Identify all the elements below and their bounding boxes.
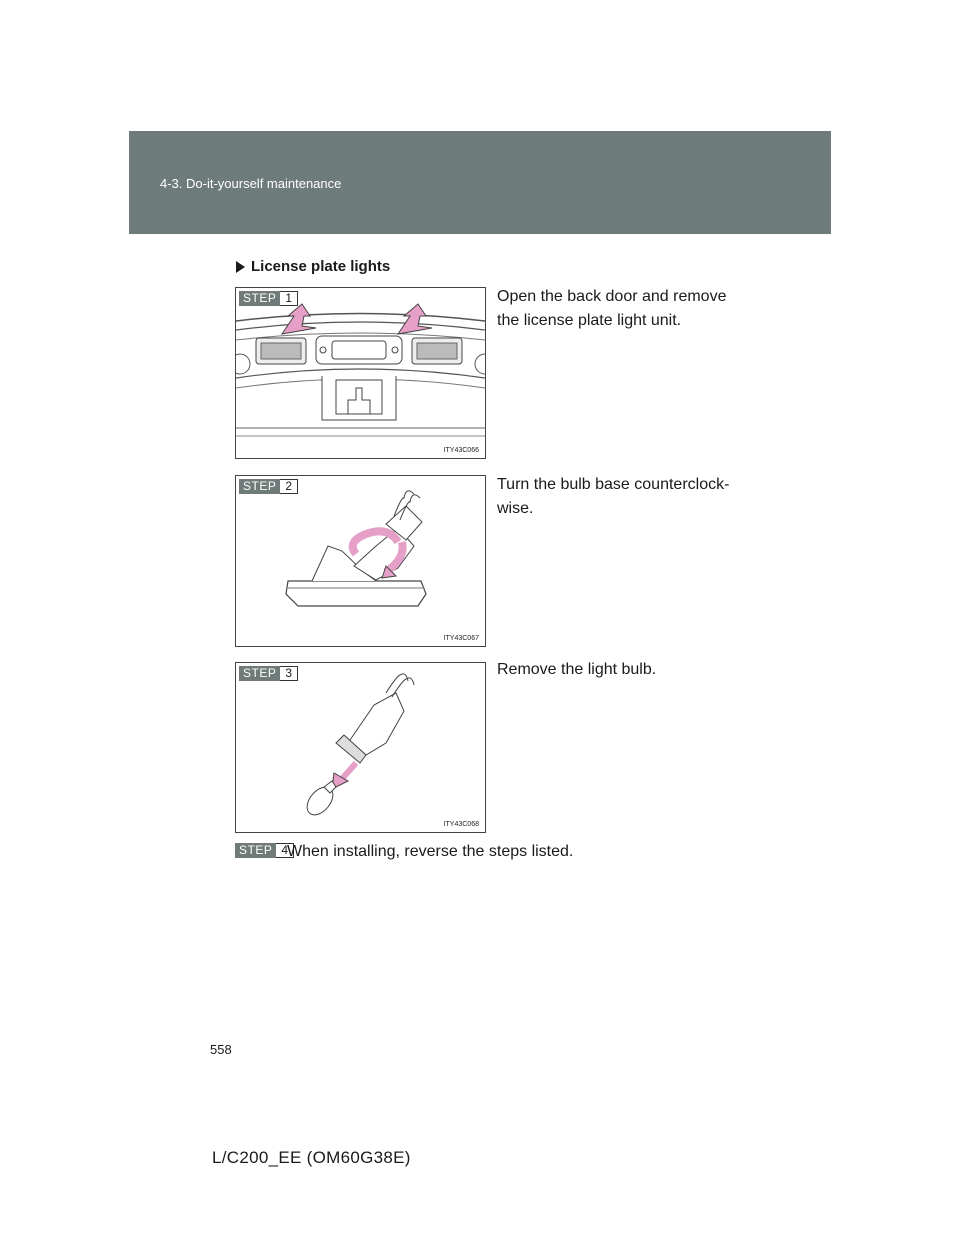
step-1-text: Open the back door and remove the license plate light unit. <box>497 288 727 329</box>
step-3-text: Remove the light bulb. <box>497 661 657 678</box>
subsection-heading <box>236 258 390 275</box>
page-number: 558 <box>210 1042 232 1057</box>
bulb-base-turn-illustration <box>236 476 485 646</box>
step-2-figure <box>235 475 486 647</box>
figure-code: ITY43C067 <box>443 635 479 642</box>
figure-code: ITY43C066 <box>443 447 479 454</box>
step-badge: STEP 3 <box>239 666 298 681</box>
section-title: 4-3. Do-it-yourself maintenance <box>160 176 342 191</box>
triangle-bullet-icon <box>236 261 245 273</box>
step-2-text: Turn the bulb base counterclock-wise. <box>497 476 730 517</box>
step-badge: STEP 1 <box>239 291 298 306</box>
remove-bulb-illustration <box>236 663 485 832</box>
license-plate-light-unit-illustration <box>236 288 485 458</box>
step-4-badge: STEP 4 <box>235 843 294 858</box>
step-3-figure <box>235 662 486 833</box>
manual-code: L/C200_EE (OM60G38E) <box>212 1148 411 1167</box>
figure-code: ITY43C068 <box>443 821 479 828</box>
step-4-text: When installing, reverse the steps listed. <box>287 843 574 860</box>
subsection-heading-text: License plate lights <box>251 258 391 275</box>
step-badge: STEP 2 <box>239 479 298 494</box>
step-1-figure <box>235 287 486 459</box>
